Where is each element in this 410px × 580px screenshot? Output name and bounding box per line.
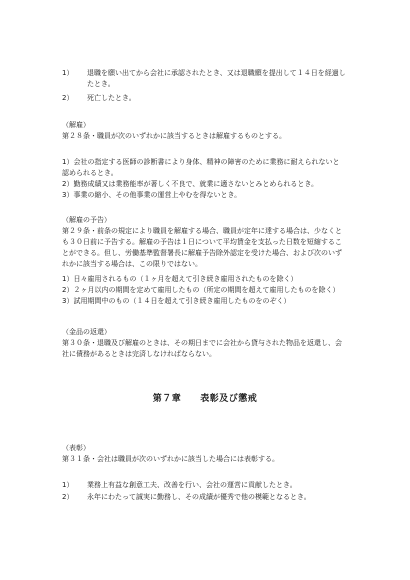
- list-item-text: 1）会社の指定する医師の診断書により身体、精神の障害のために業務に耐えられないと: [62, 158, 340, 166]
- list-item: [62, 480, 362, 492]
- list-marker: 1）: [62, 69, 74, 77]
- article-line: とができる。但し、労働基準監督署長に解雇予告除外認定を受けた場合、および次のいず: [62, 249, 342, 257]
- list-marker: 2）: [62, 94, 74, 102]
- list-item-text: 永年にわたって誠実に勤務し、その成績が優秀で他の模範となるとき。: [87, 493, 311, 501]
- list-item-text: 業務上有益な創意工夫、改善を行い、会社の運営に貢献したとき。: [87, 481, 297, 489]
- article-line: れかに該当する場合は、この限りではない。: [62, 260, 202, 268]
- list-marker: 1）: [62, 481, 74, 489]
- article-line: 社に債務があるときは完済しなければならない。: [62, 350, 216, 358]
- article-text: [62, 338, 342, 360]
- list-item-text: 退職を願い出てから会社に承認されたとき、又は退職願を提出して１４日を経過し: [87, 69, 346, 77]
- list-item-text: 2）勤務成績又は業務能率が著しく不良で、就業に適さないとみとめられるとき。: [62, 180, 319, 188]
- list-item-text: 認められるとき。: [62, 169, 118, 177]
- list-item: [62, 492, 362, 504]
- list-item-text: 3）試用期間中のもの（１４日を超えて引き続き雇用したものをのぞく）: [62, 297, 291, 305]
- article-line: 第２９条・前条の規定により職員を解雇する場合、職員が定年に達する場合は、少なくと: [62, 227, 342, 235]
- section-heading: （解雇）: [62, 121, 90, 129]
- article-list: [62, 274, 339, 307]
- article-text: 第２８条・職員が次のいずれかに該当するときは解雇するものとする。: [62, 132, 286, 140]
- article-text: 第３１条・会社は職員が次のいずれかに該当した場合には表彰する。: [62, 455, 279, 463]
- section-heading: （解雇の予告）: [62, 216, 111, 224]
- article-list: [62, 157, 339, 201]
- list-item-text: 3）事業の縮小、その他事業の運営上やむを得ないとき。: [62, 191, 242, 199]
- section-heading: （表彰）: [62, 444, 90, 452]
- list-item: [62, 93, 362, 105]
- article-line: 第３０条・退職及び解雇のときは、その期日までに会社から貸与された物品を返還し、会: [62, 339, 342, 347]
- list-item-text: たとき。: [87, 80, 115, 88]
- article-text: [62, 226, 342, 270]
- chapter-title: 第７章 表彰及び懲戒: [152, 394, 258, 404]
- list-marker: 2）: [62, 493, 74, 501]
- list-item: [62, 68, 362, 92]
- list-item-text: 2）２ヶ月以内の期間を定めて雇用したもの（所定の期間を超えて雇用したものを除く）: [62, 286, 340, 294]
- list-item-text: 死亡したとき。: [87, 94, 136, 102]
- section-heading: （金品の返還）: [62, 328, 111, 336]
- article-line: も３０日前に予告する。解雇の予告は１日について平均賃金を支払った日数を短縮するこ: [62, 238, 342, 246]
- list-item-text: 1）日々雇用されるもの（１ヶ月を超えて引き続き雇用されたものを除く）: [62, 275, 298, 283]
